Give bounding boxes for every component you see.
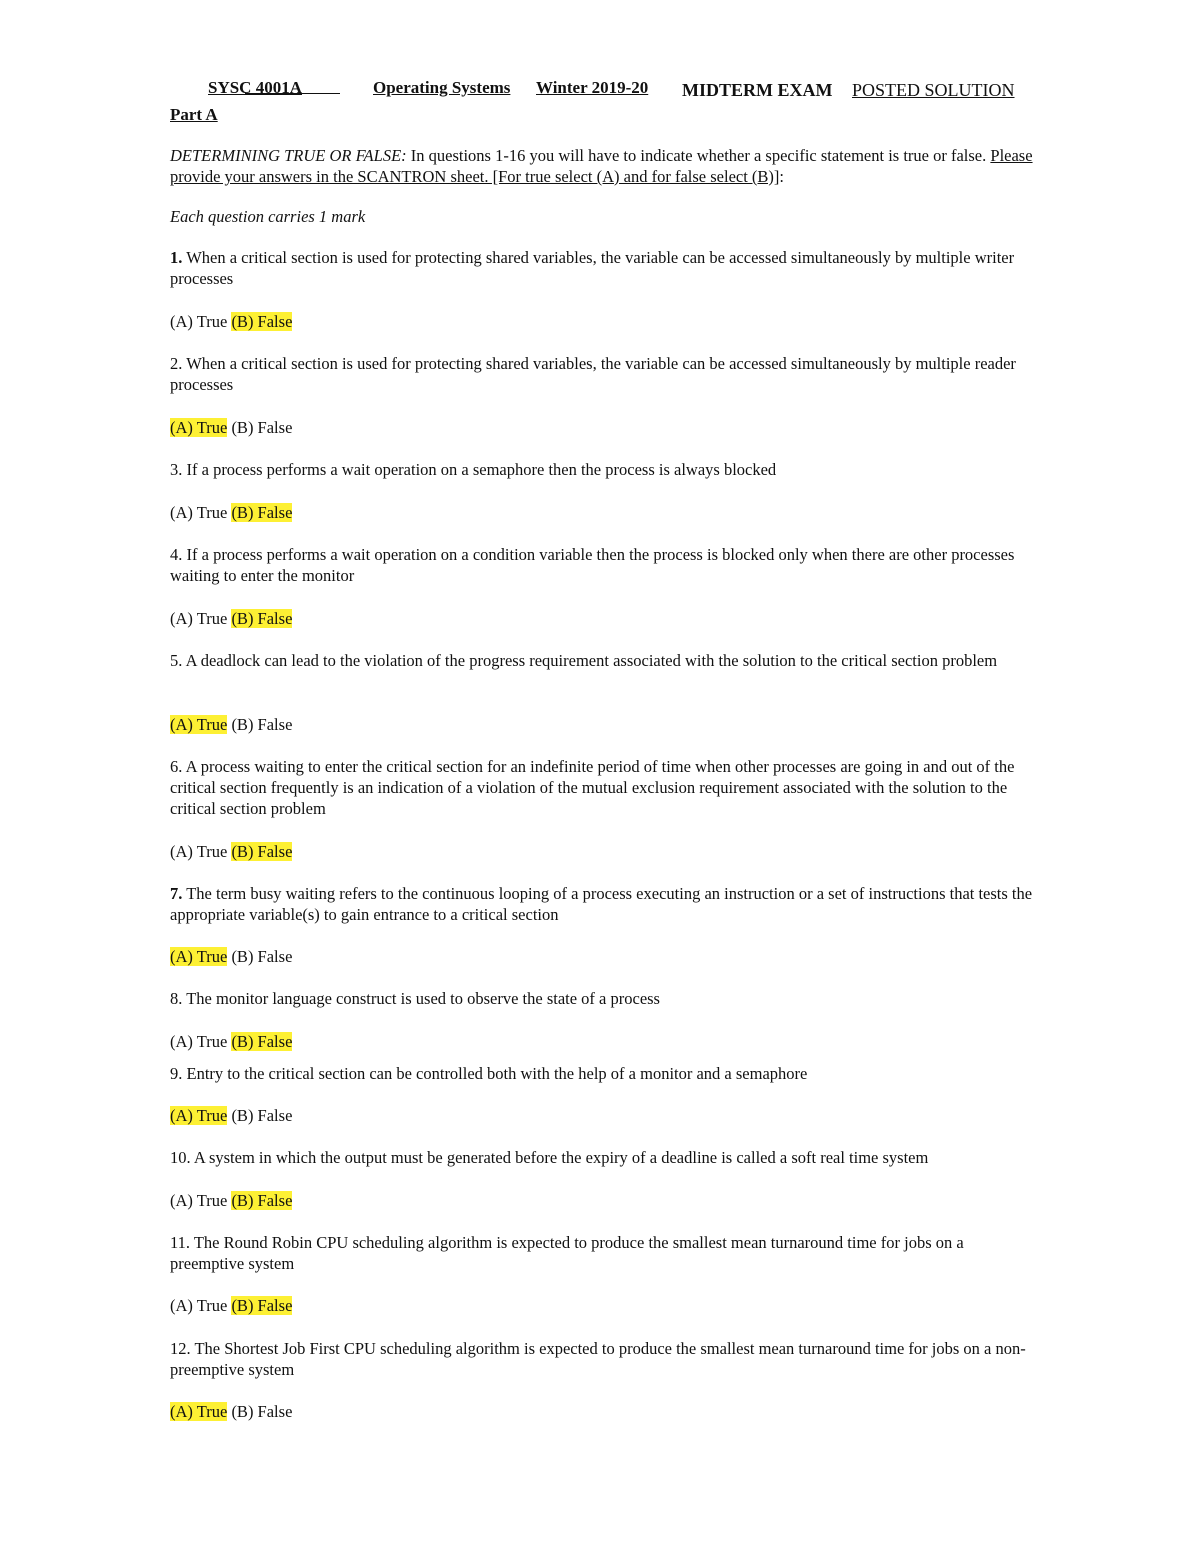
part-title: Part A [170, 105, 218, 124]
question-text: A deadlock can lead to the violation of the progress requirement associated with the solution to the critical section problem [182, 651, 998, 670]
option-a: (A) True [170, 1296, 228, 1315]
question-1 [170, 247, 1040, 289]
answer-options-2 [170, 417, 292, 438]
option-a-selected: (A) True [170, 715, 228, 734]
option-a: (A) True [170, 1032, 228, 1051]
question-number: 11. [170, 1233, 191, 1252]
question-text: If a process performs a wait operation on a condition variable then the process is blocked only when there are other processes waiting to enter the monitor [170, 545, 1015, 585]
question-text: Entry to the critical section can be controlled both with the help of a monitor and a semaphore [182, 1064, 808, 1083]
option-b-selected: (B) False [231, 1191, 293, 1210]
header-underline-rule [245, 93, 340, 94]
question-number: 12. [170, 1339, 191, 1358]
question-text: The Shortest Job First CPU scheduling algorithm is expected to produce the smallest mean turnaround time for jobs on a non-preemptive system [170, 1339, 1026, 1379]
option-a-selected: (A) True [170, 1106, 228, 1125]
question-text: The monitor language construct is used to observe the state of a process [182, 989, 660, 1008]
answer-options-3 [170, 502, 292, 523]
question-5 [170, 650, 1040, 671]
question-number: 8. [170, 989, 183, 1008]
answer-options-5 [170, 714, 292, 735]
question-4 [170, 544, 1040, 586]
answer-options-8 [170, 1031, 292, 1052]
course-term: Winter 2019-20 [536, 78, 649, 97]
question-8 [170, 988, 1040, 1009]
question-text: When a critical section is used for protecting shared variables, the variable can be accessed simultaneously by multiple reader processes [170, 354, 1016, 394]
question-number: 7. [170, 884, 183, 903]
option-a: (A) True [170, 842, 228, 861]
page-header [170, 77, 1050, 101]
instructions-answer-note: Please provide your answers in the SCANTRON sheet. [For true select (A) and for false select (B)] [170, 146, 1033, 186]
answer-options-6 [170, 841, 292, 862]
answer-options-10 [170, 1190, 292, 1211]
option-b-selected: (B) False [231, 1296, 293, 1315]
answer-options-4 [170, 608, 292, 629]
instructions-text: In questions 1-16 you will have to indicate whether a specific statement is true or false. [406, 146, 991, 165]
exam-title: MIDTERM EXAM [682, 80, 833, 100]
question-number: 1. [170, 248, 183, 267]
option-b-selected: (B) False [231, 312, 293, 331]
question-number: 5. [170, 651, 183, 670]
question-12 [170, 1338, 1040, 1380]
question-number: 10. [170, 1148, 191, 1167]
option-a: (A) True [170, 1191, 228, 1210]
option-a: (A) True [170, 609, 228, 628]
question-9 [170, 1063, 1040, 1084]
option-b: (B) False [231, 947, 293, 966]
option-b: (B) False [231, 1106, 293, 1125]
course-subject: Operating Systems [373, 78, 511, 97]
answer-options-9 [170, 1105, 292, 1126]
option-a: (A) True [170, 312, 228, 331]
question-text: The term busy waiting refers to the continuous looping of a process executing an instruction or a set of instructions that tests the appropriate variable(s) to gain entrance to a critical section [170, 884, 1033, 924]
question-text: If a process performs a wait operation on a semaphore then the process is always blocked [182, 460, 777, 479]
question-6 [170, 756, 1040, 819]
solution-status: POSTED SOLUTION [852, 80, 1015, 100]
option-b-selected: (B) False [231, 1032, 293, 1051]
question-11 [170, 1232, 1040, 1274]
option-b-selected: (B) False [231, 503, 293, 522]
question-text: When a critical section is used for protecting shared variables, the variable can be accessed simultaneously by multiple writer processes [170, 248, 1015, 288]
question-10 [170, 1147, 1070, 1168]
option-a-selected: (A) True [170, 1402, 228, 1421]
option-b: (B) False [231, 418, 293, 437]
option-a: (A) True [170, 503, 228, 522]
question-7 [170, 883, 1040, 925]
question-number: 4. [170, 545, 183, 564]
instructions-lead: DETERMINING TRUE OR FALSE: [170, 146, 407, 165]
option-b: (B) False [231, 1402, 293, 1421]
option-a-selected: (A) True [170, 418, 228, 437]
answer-options-11 [170, 1295, 292, 1316]
answer-options-12 [170, 1401, 292, 1422]
question-number: 9. [170, 1064, 183, 1083]
answer-options-7 [170, 946, 292, 967]
option-b-selected: (B) False [231, 842, 293, 861]
question-number: 6. [170, 757, 183, 776]
course-code: SYSC 4001A [208, 78, 302, 97]
marks-note: Each question carries 1 mark [170, 207, 366, 226]
question-2 [170, 353, 1040, 395]
option-a-selected: (A) True [170, 947, 228, 966]
answer-options-1 [170, 311, 292, 332]
question-text: A process waiting to enter the critical section for an indefinite period of time when other processes are going in and out of the critical section frequently is an indication of a violation of the mutual exclusion requirement associated with the solution to the critical section problem [170, 757, 1015, 818]
question-number: 3. [170, 460, 183, 479]
option-b-selected: (B) False [231, 609, 293, 628]
question-text: A system in which the output must be generated before the expiry of a deadline is called a soft real time system [190, 1148, 929, 1167]
question-3 [170, 459, 1040, 480]
question-number: 2. [170, 354, 183, 373]
option-b: (B) False [231, 715, 293, 734]
instructions [170, 145, 1040, 187]
question-text: The Round Robin CPU scheduling algorithm is expected to produce the smallest mean turnaround time for jobs on a preemptive system [170, 1233, 964, 1273]
instructions-trailing: : [779, 167, 785, 186]
